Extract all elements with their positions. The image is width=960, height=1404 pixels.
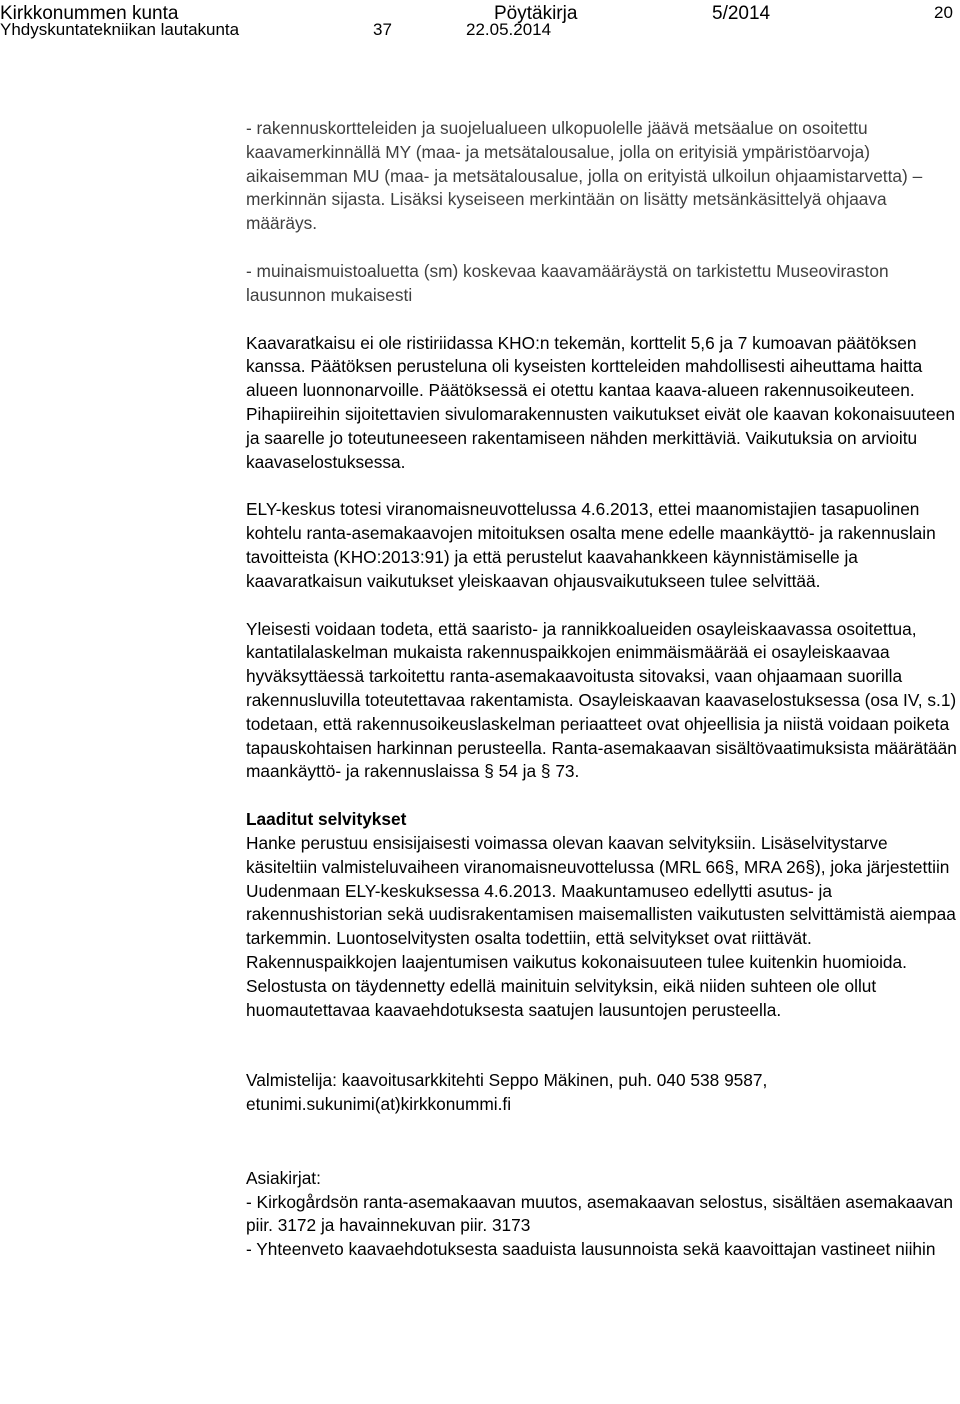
page-number: 20 [934, 3, 953, 22]
document-type: Pöytäkirja [494, 3, 578, 24]
paragraph-antiquity-area: - muinaismuistoaluetta (sm) koskevaa kaavamääräystä on tarkistettu Museoviraston lausunnon mukaisesti [246, 260, 889, 305]
municipality-name: Kirkkonummen kunta [0, 3, 179, 24]
attachment-item: - Kirkogårdsön ranta-asemakaavan muutos, asemakaavan selostus, sisältäen asemakaavan piir. 3172 ja havainnekuvan piir. 3173 [246, 1191, 953, 1236]
meeting-date: 22.05.2014 [466, 20, 552, 39]
paragraph-ely-meeting: ELY-keskus totesi viranomaisneuvottelussa 4.6.2013, ettei maanomistajien tasapuolinen kohtelu ranta-asemakaavojen mitoituksen osalta mene edelle maankäyttö- ja rakennuslain tavoitteista (KHO:2013:91) ja että perustelut kaavahankkeen käynnistämiselle ja kaavaratkaisun vaikutukset yleiskaavan ohjausvaikutukseen tulee selvittää. [246, 499, 936, 591]
committee-name: Yhdyskuntatekniikan lautakunta [0, 20, 240, 39]
preparer-contact: Valmistelija: kaavoitusarkkitehti Seppo Mäkinen, puh. 040 538 9587, etunimi.sukunimi(at)kirkkonummi.fi [246, 1070, 768, 1115]
document-number: 5/2014 [712, 3, 771, 24]
paragraph-kho-decision: Kaavaratkaisu ei ole ristiriidassa KHO:n tekemän, korttelit 5,6 ja 7 kumoavan päätöksen kanssa. Päätöksen perusteluna oli kyseisten kortteleiden mahdollisesti aiheuttama haitta alueen luonnonarvoille. Päätöksessä ei otettu kantaa kaava-alueen rakennusoikeuteen. Pihapiireihin sijoitettavien sivulomarakennusten vaikutukset eivät ole kaavan kokonaisuuteen ja saarelle jo toteutuneeseen rakentamiseen nähden merkittäviä. Vaikutuksia on arvioitu kaavaselostuksessa. [246, 332, 955, 472]
paragraph-forest-area: - rakennuskortteleiden ja suojelualueen ulkopuolelle jäävä metsäalue on osoitettu kaavamerkinnällä MY (maa- ja metsätalousalue, jolla on erityisiä ympäristöarvoja) aikaisemman MU (maa- ja metsätalousalue, jolla on erityistä ulkoilun ohjaamistarvetta) –merkinnän sijasta. Lisäksi kyseiseen merkintään on lisätty metsänkäsittelyä ohjaava määräys. [246, 118, 923, 234]
section-number: 37 [373, 20, 392, 39]
attachments-label: Asiakirjat: [246, 1167, 321, 1188]
section-heading-surveys: Laaditut selvitykset [246, 809, 407, 830]
paragraph-surveys: Hanke perustuu ensisijaisesti voimassa olevan kaavan selvityksiin. Lisäselvitystarve käsiteltiin valmisteluvaiheen viranomaisneuvottelussa (MRL 66§, MRA 26§), joka järjestettiin Uudenmaan ELY-keskuksessa 4.6.2013. Maakuntamuseo edellytti asutus- ja rakennushistorian sekä uudisrakentamisen maisemallisten vaikutusten selvittämistä aiempaa tarkemmin. Luontoselvitysten osalta todettiin, että selvitykset ovat riittävät. Rakennuspaikkojen laajentumisen vaikutus kokonaisuuteen tulee kuitenkin huomioida. Selostusta on täydennetty edellä mainituin selvityksin, eikä niiden suhteen ole ollut huomautettavaa kaavaehdotuksesta saatujen lausuntojen perusteella. [246, 832, 956, 1020]
attachment-item: - Yhteenveto kaavaehdotuksesta saaduista lausunnoista sekä kaavoittajan vastineet niihin [246, 1239, 936, 1260]
document-body [246, 117, 958, 1262]
paragraph-general-plan: Yleisesti voidaan todeta, että saaristo- ja rannikkoalueiden osayleiskaavassa osoitettua, kantatilalaskelman mukaista rakennuspaikkojen enimmäismäärää ei osayleiskaavaa hyväksyttäessä tarkoitettu ranta-asemakaavoitusta sitovaksi, vaan ohjaamaan suorilla rakennusluvilla toteutettavaa rakentamista. Osayleiskaavan kaavaselostuksessa (osa IV, s.1) todetaan, että rakennusoikeuslaskelman periaatteet ovat ohjeellisia ja niistä voidaan poiketa tapauskohtaisen harkinnan perusteella. Ranta-asemakaavan sisältövaatimuksista määrätään maankäyttö- ja rakennuslaissa § 54 ja § 73. [246, 618, 957, 782]
